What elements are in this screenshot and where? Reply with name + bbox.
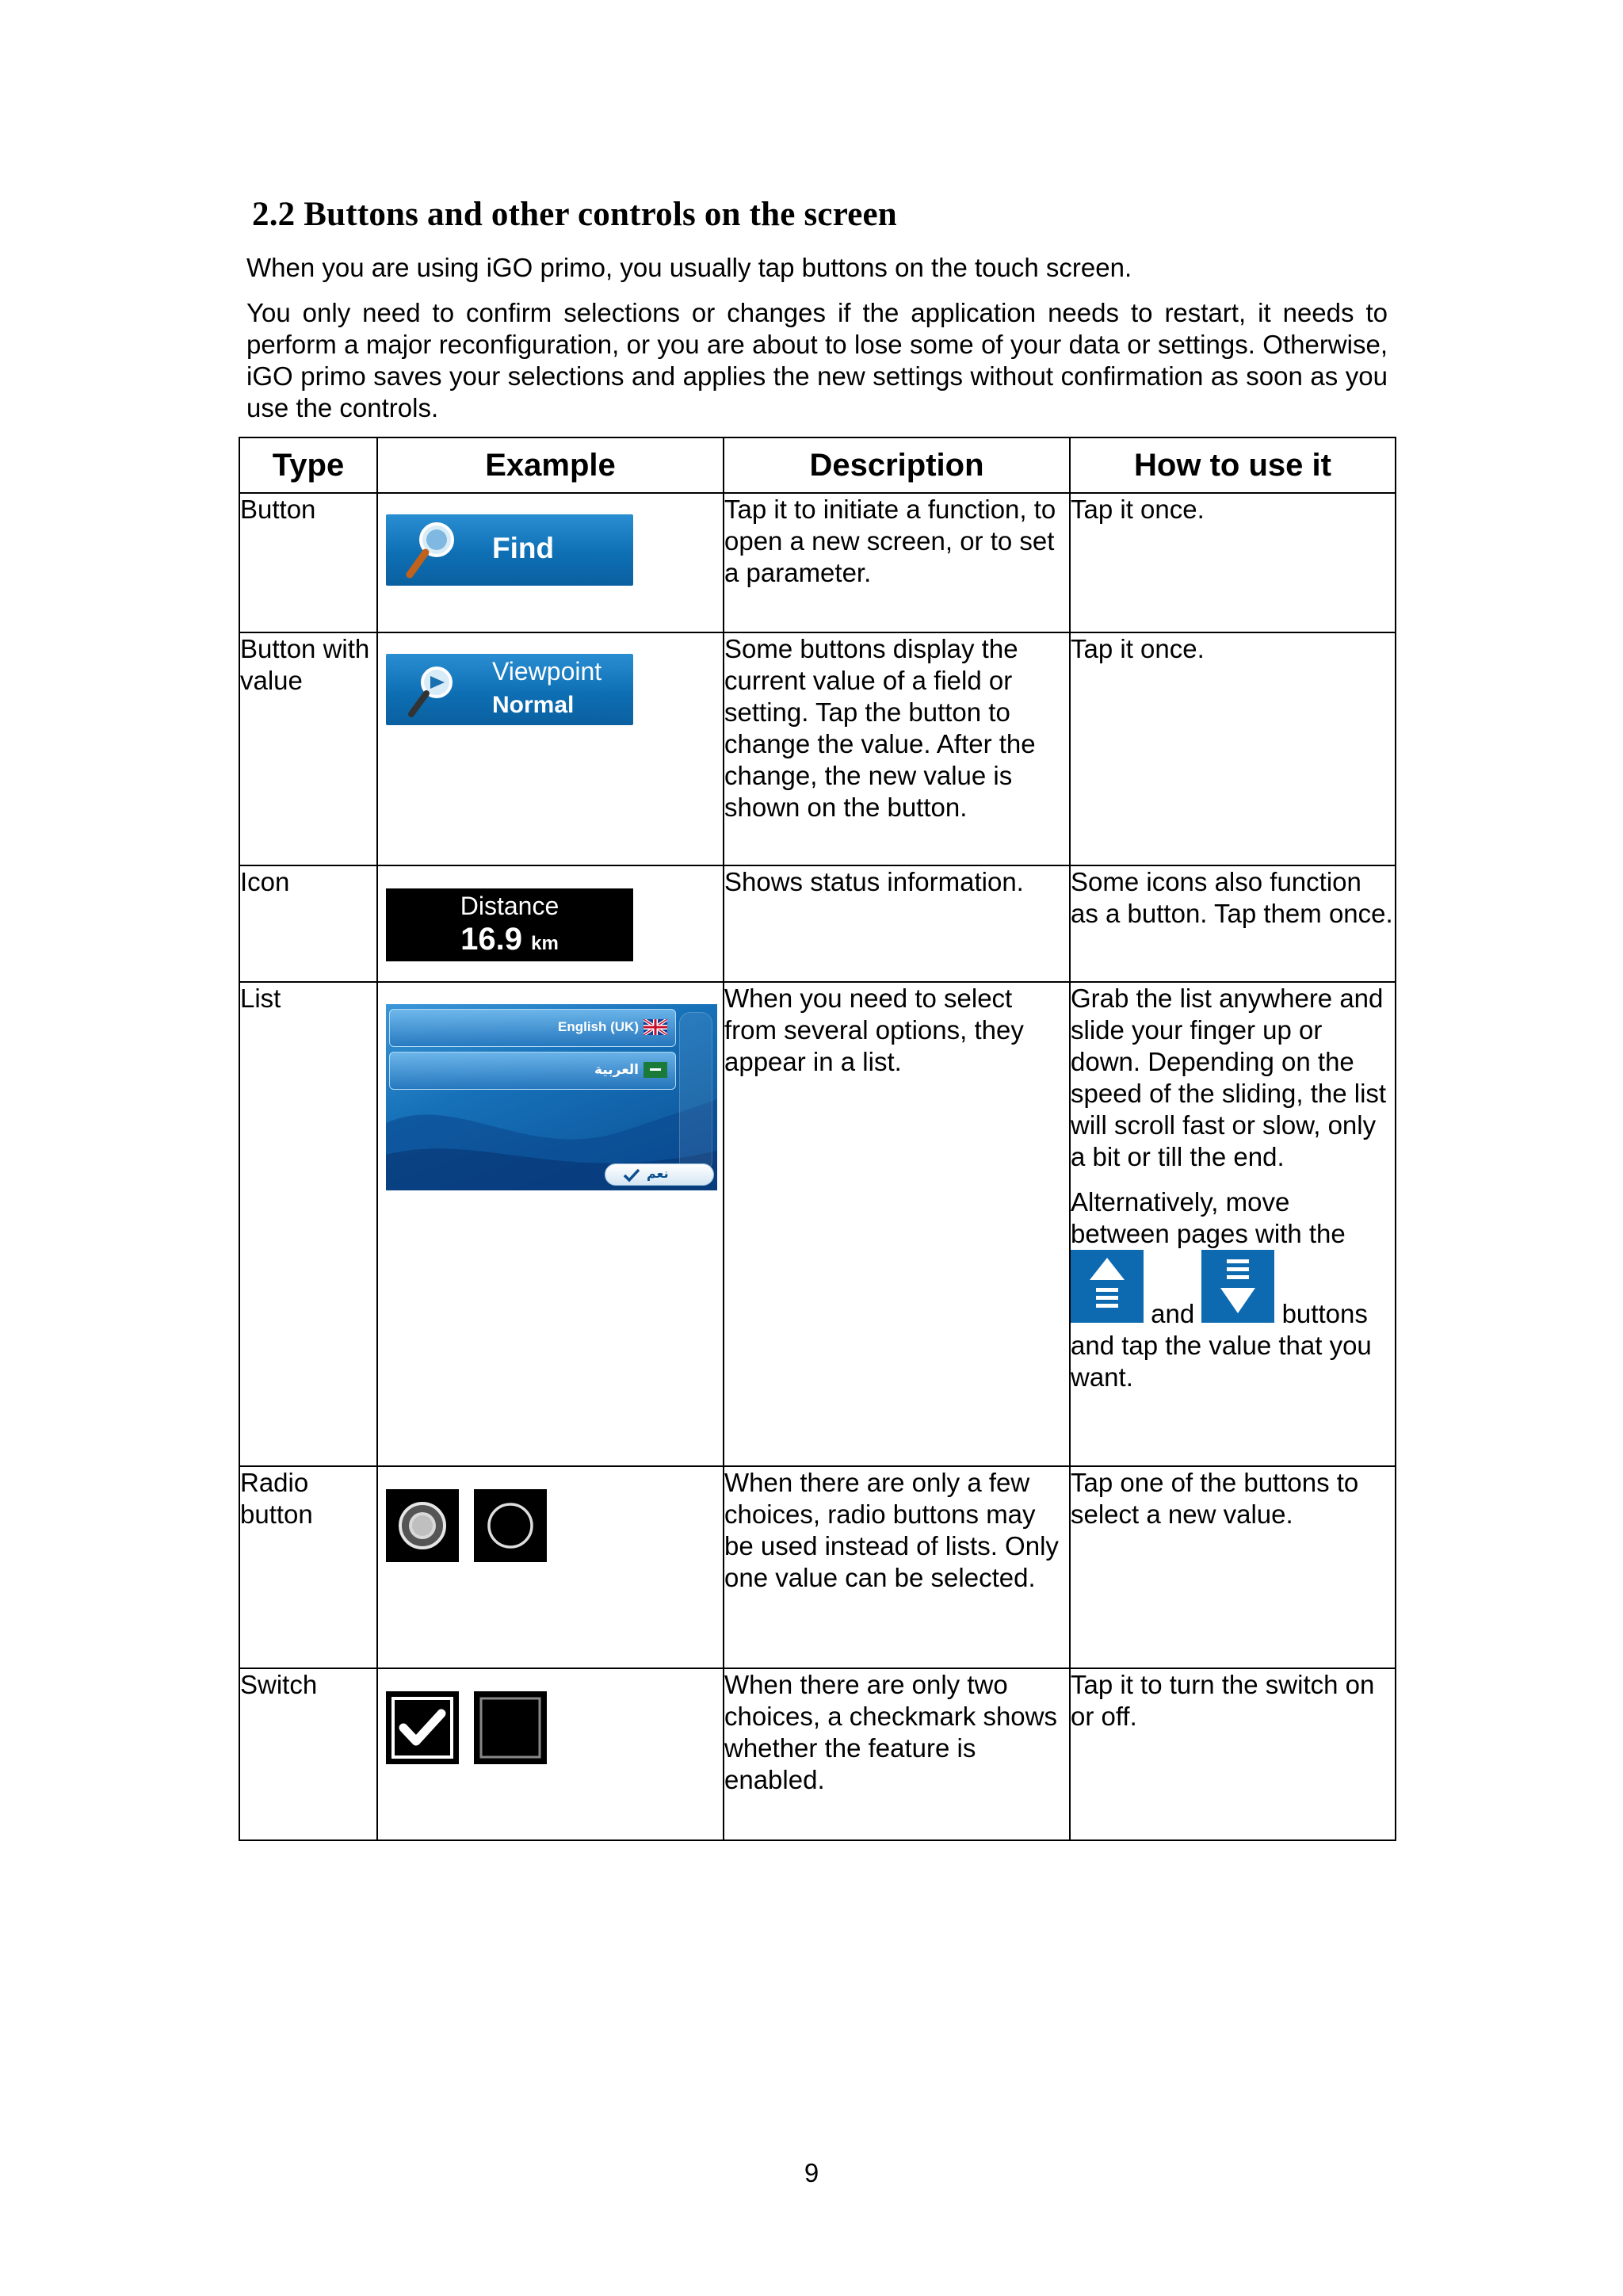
controls-table	[239, 437, 1396, 1841]
viewpoint-button-value: Normal	[492, 692, 575, 718]
find-button[interactable]	[386, 514, 633, 586]
switch-unchecked-icon[interactable]	[474, 1691, 547, 1764]
description-cell: When there are only two choices, a checkmark shows whether the feature is enabled.	[724, 1668, 1070, 1840]
viewpoint-button[interactable]	[386, 654, 633, 725]
how-cell: Tap one of the buttons to select a new value.	[1070, 1466, 1396, 1668]
header-example: Example	[377, 437, 724, 493]
distance-readout	[386, 922, 633, 957]
checkmark-icon	[623, 1168, 640, 1182]
how-cell: Some icons also function as a button. Tap them once.	[1070, 865, 1396, 982]
viewpoint-button-label: Viewpoint	[492, 657, 602, 686]
description-cell: Shows status information.	[724, 865, 1070, 982]
type-cell: Button	[239, 493, 377, 632]
intro-paragraph-1: When you are using iGO primo, you usually tap buttons on the touch screen.	[246, 253, 1132, 282]
description-cell: When there are only a few choices, radio buttons may be used instead of lists. Only one value can be selected.	[724, 1466, 1070, 1668]
ok-button[interactable]	[605, 1163, 714, 1186]
magnifier-icon	[403, 519, 459, 581]
table-row	[239, 982, 1396, 1466]
magnifier-icon	[403, 659, 459, 720]
switch-checked-icon[interactable]	[386, 1691, 459, 1764]
type-cell: Switch	[239, 1668, 377, 1840]
distance-status-icon	[386, 888, 633, 961]
table-header-row	[239, 437, 1396, 493]
how-text: Alternatively, move between pages with the	[1071, 1187, 1346, 1248]
header-description: Description	[724, 437, 1070, 493]
how-paragraph: Grab the list anywhere and slide your finger up or down. Depending on the speed of the sliding, the list will scroll fast or slow, only a bit or till the end.	[1071, 984, 1387, 1171]
table-row	[239, 493, 1396, 632]
type-cell: Radio button	[239, 1466, 377, 1668]
radio-selected-icon[interactable]	[386, 1489, 459, 1562]
distance-unit: km	[531, 933, 559, 954]
list-scrollbar[interactable]	[679, 1012, 712, 1172]
table-row	[239, 1466, 1396, 1668]
intro-paragraph-2: You only need to confirm selections or changes if the application needs to restart, it needs to perform a major reconfiguration, or you are about to lose some of your data or settings. Otherwise, iGO primo saves your selections and applies the new settings without confirmation as soon as you use the controls.	[246, 298, 1388, 422]
description-cell: When you need to select from several options, they appear in a list.	[724, 982, 1070, 1466]
example-cell	[377, 865, 724, 982]
description-cell: Some buttons display the current value of a field or setting. Tap the button to change the value. After the change, the new value is shown on the button.	[724, 632, 1070, 865]
list-item[interactable]	[389, 1052, 676, 1090]
example-cell	[377, 1668, 724, 1840]
ok-button-label: نعم	[647, 1167, 669, 1181]
distance-label: Distance	[460, 892, 559, 920]
table-row	[239, 865, 1396, 982]
header-type: Type	[239, 437, 377, 493]
how-text: and	[1151, 1299, 1195, 1328]
example-cell	[377, 632, 724, 865]
saudi-flag-icon	[643, 1062, 667, 1078]
language-list[interactable]	[386, 1004, 717, 1190]
page-number: 9	[804, 2158, 819, 2187]
list-item-label: English (UK)	[558, 1019, 639, 1034]
how-cell: Tap it once.	[1070, 632, 1396, 865]
list-item-label: العربية	[594, 1062, 639, 1077]
page-down-icon	[1201, 1250, 1274, 1323]
radio-unselected-icon[interactable]	[474, 1489, 547, 1562]
description-cell: Tap it to initiate a function, to open a new screen, or to set a parameter.	[724, 493, 1070, 632]
distance-value: 16.9	[460, 922, 523, 957]
example-cell	[377, 1466, 724, 1668]
how-cell: Tap it to turn the switch on or off.	[1070, 1668, 1396, 1840]
example-cell	[377, 982, 724, 1466]
page-up-icon	[1071, 1250, 1144, 1323]
uk-flag-icon	[643, 1019, 667, 1035]
how-cell: Tap it once.	[1070, 493, 1396, 632]
how-paragraph	[1071, 1186, 1395, 1393]
table-row	[239, 1668, 1396, 1840]
section-heading: 2.2 Buttons and other controls on the screen	[252, 196, 897, 233]
example-cell	[377, 493, 724, 632]
how-text: buttons and tap the value that you want.	[1071, 1299, 1372, 1392]
header-how-to-use: How to use it	[1070, 437, 1396, 493]
type-cell: Icon	[239, 865, 377, 982]
table-row	[239, 632, 1396, 865]
how-cell	[1070, 982, 1396, 1466]
list-item[interactable]	[389, 1009, 676, 1047]
type-cell: List	[239, 982, 377, 1466]
find-button-label: Find	[492, 532, 555, 564]
type-cell: Button with value	[239, 632, 377, 865]
